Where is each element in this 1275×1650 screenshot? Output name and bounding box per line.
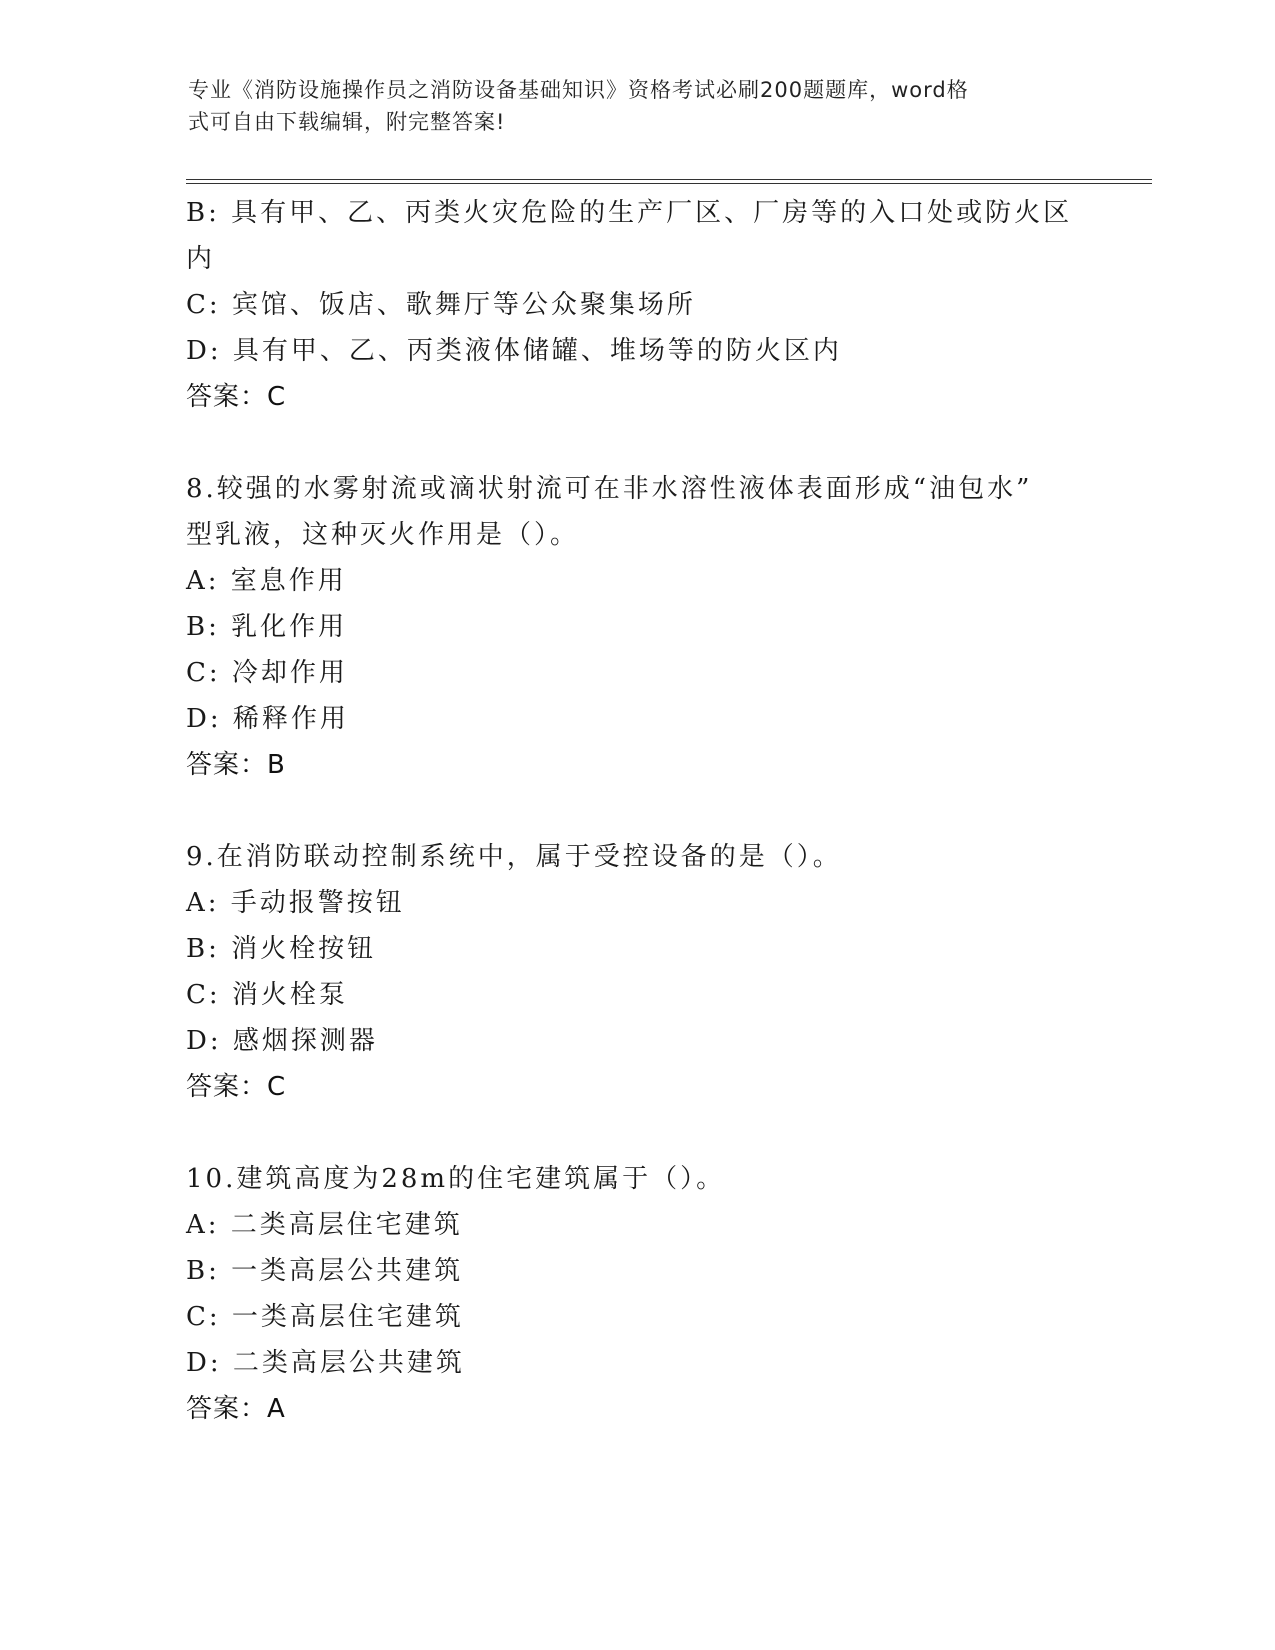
q9-option-a: A: 手动报警按钮 <box>186 888 405 918</box>
q10-option-d: D: 二类高层公共建筑 <box>186 1348 465 1378</box>
q8-stem-line-1: 8.较强的水雾射流或滴状射流可在非水溶性液体表面形成“油包水” <box>186 474 1033 504</box>
q9-option-c: C: 消火栓泵 <box>186 980 348 1010</box>
question-10 <box>186 1156 1086 1432</box>
q10-stem: 10.建筑高度为28m的住宅建筑属于（）。 <box>186 1164 726 1194</box>
spacer <box>186 420 1086 466</box>
q9-option-d: D: 感烟探测器 <box>186 1026 378 1056</box>
q9-stem: 9.在消防联动控制系统中，属于受控设备的是（）。 <box>186 842 842 872</box>
document-header <box>188 74 1068 138</box>
question-7-continued <box>186 190 1086 420</box>
question-8 <box>186 466 1086 788</box>
q10-answer: 答案：A <box>186 1394 286 1424</box>
q8-option-a: A: 室息作用 <box>186 566 347 596</box>
q7-option-c: C: 宾馆、饭店、歌舞厅等公众聚集场所 <box>186 290 696 320</box>
q7-option-b-line-2: 内 <box>186 244 216 274</box>
q7-option-b-line-1: B: 具有甲、乙、丙类火灾危险的生产厂区、厂房等的入口处或防火区 <box>186 198 1073 228</box>
q8-answer: 答案：B <box>186 750 286 780</box>
q10-option-a: A: 二类高层住宅建筑 <box>186 1210 463 1240</box>
question-content <box>186 190 1086 1432</box>
header-divider-top <box>186 179 1152 180</box>
spacer <box>186 788 1086 834</box>
spacer <box>186 1110 1086 1156</box>
q9-answer: 答案：C <box>186 1072 287 1102</box>
header-line-1: 专业《消防设施操作员之消防设备基础知识》资格考试必刷200题题库，word格 <box>188 78 969 102</box>
header-line-2: 式可自由下载编辑，附完整答案! <box>188 110 506 134</box>
q8-option-c: C: 冷却作用 <box>186 658 348 688</box>
header-divider-bottom <box>186 183 1152 184</box>
q7-option-d: D: 具有甲、乙、丙类液体储罐、堆场等的防火区内 <box>186 336 842 366</box>
q8-option-b: B: 乳化作用 <box>186 612 348 642</box>
q8-option-d: D: 稀释作用 <box>186 704 349 734</box>
q10-option-c: C: 一类高层住宅建筑 <box>186 1302 464 1332</box>
q8-stem-line-2: 型乳液，这种灭火作用是（）。 <box>186 520 580 550</box>
q10-option-b: B: 一类高层公共建筑 <box>186 1256 464 1286</box>
question-9 <box>186 834 1086 1110</box>
q7-answer: 答案：C <box>186 382 287 412</box>
q9-option-b: B: 消火栓按钮 <box>186 934 377 964</box>
